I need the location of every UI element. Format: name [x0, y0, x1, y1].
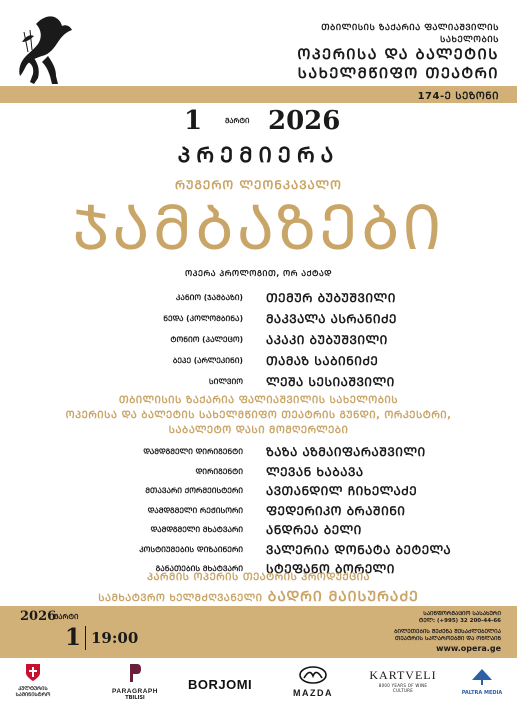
event-year: 2026: [268, 106, 341, 136]
mazda-logo: [290, 666, 336, 698]
footer-month: ᲛᲐᲠᲢᲘ: [54, 613, 79, 621]
kartveli-logo: [368, 668, 438, 693]
georgia-coat-of-arms-icon: [25, 662, 41, 682]
mazda-name: MAZDA: [293, 688, 333, 698]
sponsor-strip: [0, 660, 517, 720]
crew-list: [0, 442, 517, 579]
crew-name: ᲐᲕᲗᲐᲜᲓᲘᲚ ᲩᲘᲮᲔᲚᲐᲫᲔ: [266, 484, 418, 498]
ministry-logo: [10, 662, 56, 698]
crew-name: ᲤᲔᲓᲔᲠᲘᲙᲝ ᲑᲠᲐᲨᲘᲜᲘ: [266, 503, 406, 518]
theatre-name-line2: ᲝᲞᲔᲠᲘᲡᲐ ᲓᲐ ᲑᲐᲚᲔᲢᲘᲡ: [297, 47, 499, 63]
joint-line1: ᲗᲑᲘᲚᲘᲡᲘᲡ ᲖᲐᲥᲐᲠᲘᲐ ᲤᲐᲚᲘᲐᲨᲕᲘᲚᲘᲡ ᲡᲐᲮᲔᲚᲝᲑᲘᲡ: [118, 395, 399, 406]
crew-row: [0, 462, 517, 482]
cast-row: [0, 372, 517, 393]
crew-row: [0, 442, 517, 462]
crew-role: ᲓᲐᲛᲓᲒᲛᲔᲚᲘ ᲓᲘᲠᲘᲒᲔᲜᲢᲘ: [143, 447, 243, 456]
footer-time: 19:00: [91, 629, 139, 647]
crew-role: ᲒᲐᲜᲐᲗᲔᲑᲘᲡ ᲛᲮᲐᲢᲕᲐᲠᲘ: [155, 564, 243, 573]
cast-row: [0, 309, 517, 330]
joint-line3: ᲡᲐᲑᲐᲚᲔᲢᲝ ᲓᲐᲡᲘ ᲛᲝᲛᲦᲔᲠᲚᲔᲑᲘ: [168, 425, 349, 436]
tickets-line1: ᲑᲘᲚᲔᲗᲔᲑᲘᲡ ᲨᲔᲫᲔᲜᲐ ᲨᲔᲡᲐᲫᲚᲔᲑᲔᲚᲘᲐ: [394, 629, 501, 635]
premiere-heading: ᲞᲠᲔᲛᲘᲔᲠᲐ: [177, 143, 340, 167]
cast-name: ᲚᲔᲨᲐ ᲡᲔᲡᲘᲐᲨᲕᲘᲚᲘ: [266, 375, 395, 389]
paragraph-p-icon: [128, 662, 142, 684]
crew-row: [0, 540, 517, 560]
theatre-emblem-logo: [14, 12, 76, 86]
crew-name: ᲕᲐᲚᲔᲠᲘᲐ ᲓᲝᲜᲐᲢᲐ ᲑᲔᲢᲔᲚᲐ: [266, 542, 452, 557]
website-link[interactable]: www.opera.ge: [436, 644, 501, 653]
joint-performers: [0, 393, 517, 438]
cast-row: [0, 330, 517, 351]
crew-name: ᲚᲔᲕᲐᲜ ᲮᲐᲑᲐᲕᲐ: [266, 464, 364, 479]
kartveli-name: KARTVELI: [369, 668, 437, 682]
paltra-logo: [460, 668, 504, 696]
footer-year: 2026: [20, 609, 57, 624]
paragraph-logo: [110, 662, 160, 701]
crew-role: ᲛᲗᲐᲕᲐᲠᲘ ᲥᲝᲠᲛᲔᲘᲡᲢᲔᲠᲘ: [145, 486, 243, 495]
box-office-label: ᲡᲐᲘᲜᲤᲝᲠᲛᲐᲪᲘᲝ ᲡᲐᲡᲐᲮᲣᲠᲘ: [423, 611, 501, 617]
crew-role: ᲙᲝᲡᲢᲘᲣᲛᲔᲑᲘᲡ ᲓᲘᲖᲐᲘᲜᲔᲠᲘ: [139, 544, 243, 554]
cast-row: [0, 288, 517, 309]
cast-role: ᲙᲐᲜᲘᲝ (ᲯᲐᲛᲑᲐᲖᲘ): [175, 293, 243, 302]
paltra-tree-icon: [471, 668, 493, 686]
cast-list: [0, 288, 517, 393]
production-line: ᲞᲐᲠᲛᲘᲡ ᲝᲞᲔᲠᲘᲡ ᲗᲔᲐᲢᲠᲘᲡ ᲞᲠᲝᲓᲣᲥᲪᲘᲐ: [146, 572, 371, 583]
theatre-name: [289, 22, 499, 84]
mazda-wing-icon: [299, 666, 327, 684]
crew-row: [0, 481, 517, 501]
event-month: ᲛᲐᲠᲢᲘ: [225, 117, 250, 125]
borjomi-logo: BORJOMI: [188, 677, 253, 692]
theatre-name-line1: ᲗᲑᲘᲚᲘᲡᲘᲡ ᲖᲐᲥᲐᲠᲘᲐ ᲤᲐᲚᲘᲐᲨᲕᲘᲚᲘᲡ ᲡᲐᲮᲔᲚᲝᲑᲘᲡ: [321, 23, 499, 45]
box-office-phone: ᲢᲔᲚ: (+995) 32 200-44-66: [418, 618, 501, 624]
cast-name: ᲗᲐᲛᲐᲖ ᲡᲐᲑᲘᲜᲘᲫᲔ: [266, 354, 379, 368]
crew-role: ᲓᲐᲛᲓᲒᲛᲔᲚᲘ ᲠᲔᲟᲘᲡᲝᲠᲘ: [147, 505, 243, 515]
footer-divider: [85, 626, 86, 650]
ministry-label: ᲙᲣᲚᲢᲣᲠᲘᲡ ᲡᲐᲛᲘᲜᲘᲡᲢᲠᲝ: [15, 686, 51, 698]
crew-name: ᲡᲢᲔᲤᲐᲜᲝ ᲑᲝᲠᲔᲚᲘ: [266, 562, 395, 576]
tickets-line2: ᲗᲔᲐᲢᲠᲘᲡ ᲡᲐᲚᲐᲠᲝᲔᲑᲨᲘ ᲓᲐ ᲝᲜᲚᲐᲘᲜ: [394, 636, 501, 642]
footer-day: 1: [65, 624, 82, 651]
event-day: 1: [184, 106, 203, 136]
cast-role: ᲡᲘᲚᲕᲘᲝ: [208, 377, 243, 386]
crew-name: ᲖᲐᲖᲐ ᲐᲖᲛᲐᲘᲤᲐᲠᲐᲨᲕᲘᲚᲘ: [266, 445, 426, 459]
cast-role: ᲢᲝᲜᲘᲝ (ᲞᲐᲚᲔᲪᲝ): [170, 335, 243, 344]
paragraph-name: PARAGRAPH: [112, 688, 158, 695]
crew-row: [0, 501, 517, 521]
crew-name: ᲐᲜᲓᲠᲔᲐ ᲑᲔᲚᲘ: [266, 523, 362, 537]
cast-name: ᲗᲔᲛᲣᲠ ᲑᲣᲑᲣᲨᲕᲘᲚᲘ: [266, 291, 396, 305]
cast-name: ᲐᲙᲐᲙᲘ ᲑᲣᲑᲣᲨᲕᲘᲚᲘ: [266, 333, 388, 347]
opera-subtitle: ᲝᲞᲔᲠᲐ ᲞᲠᲝᲚᲝᲒᲘᲗ, ᲝᲠ ᲐᲥᲢᲐᲓ: [184, 269, 333, 278]
kartveli-tagline: 8000 YEARS OF WINE CULTURE: [378, 683, 428, 693]
crew-role: ᲓᲘᲠᲘᲒᲔᲜᲢᲘ: [195, 466, 243, 476]
crew-row: [0, 520, 517, 540]
paltra-name: PALTRA MEDIA: [461, 690, 503, 696]
cast-name: ᲛᲐᲙᲕᲐᲚᲐ ᲐᲡᲠᲐᲜᲘᲫᲔ: [266, 312, 398, 326]
season-label: 174-Ე ᲡᲔᲖᲝᲜᲘ: [417, 91, 499, 102]
theatre-name-line3: ᲡᲐᲮᲔᲚᲛᲬᲘᲤᲝ ᲗᲔᲐᲢᲠᲘ: [297, 66, 499, 82]
cast-role: ᲑᲔᲞᲔ (ᲐᲠᲚᲔᲙᲘᲜᲘ): [172, 356, 243, 365]
cast-row: [0, 351, 517, 372]
joint-line2: ᲝᲞᲔᲠᲘᲡᲐ ᲓᲐ ᲑᲐᲚᲔᲢᲘᲡ ᲡᲐᲮᲔᲚᲛᲬᲘᲤᲝ ᲗᲔᲐᲢᲠᲘᲡ ᲒᲣᲜᲓᲘ, ᲝᲠᲙᲔᲡᲢᲠᲘ,: [65, 410, 452, 421]
crew-role: ᲓᲐᲛᲓᲒᲛᲔᲚᲘ ᲛᲮᲐᲢᲕᲐᲠᲘ: [150, 525, 243, 534]
opera-title: ᲯᲐᲛᲑᲐᲖᲔᲑᲘ: [72, 191, 445, 264]
artistic-director-credit: [0, 586, 517, 606]
credit-prefix: ᲡᲐᲛᲮᲐᲢᲕᲠᲝ ᲮᲔᲚᲛᲫᲦᲕᲐᲜᲔᲚᲘ: [98, 593, 263, 604]
cast-role: ᲜᲔᲓᲐ (ᲙᲝᲚᲝᲛᲑᲘᲜᲐ): [163, 314, 243, 323]
box-office-info: [321, 611, 501, 643]
composer-name: ᲠᲣᲒᲔᲠᲝ ᲚᲔᲝᲜᲙᲐᲕᲐᲚᲝ: [175, 178, 342, 192]
credit-name: ᲑᲐᲓᲠᲘ ᲛᲐᲘᲡᲣᲠᲐᲫᲔ: [267, 589, 419, 605]
paragraph-city: TBILISI: [125, 695, 145, 701]
